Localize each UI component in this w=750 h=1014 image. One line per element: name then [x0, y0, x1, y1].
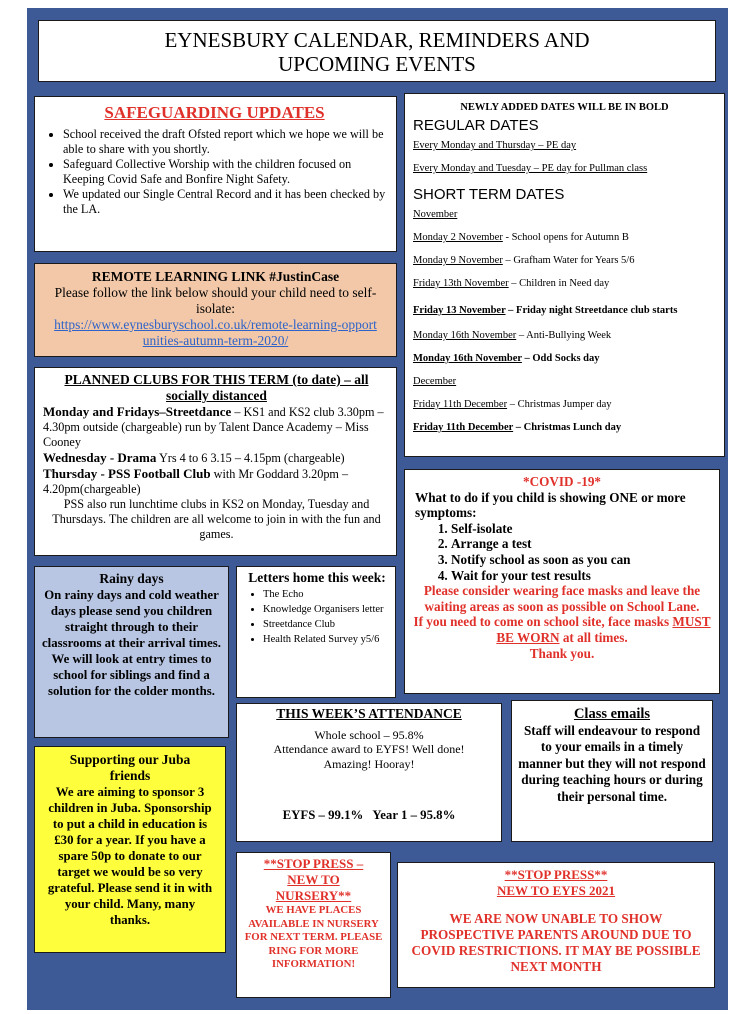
eyfs-box [397, 862, 715, 988]
page-title: EYNESBURY CALENDAR, REMINDERS AND UPCOMING EVENTS [164, 28, 590, 76]
emails-text: Staff will endeavour to respond to your emails in a timely manner but they will not respond during teaching hours or during their personal time. [518, 722, 706, 804]
attendance-award: Attendance award to EYFS! Well done! Amazing! Hooray! [273, 742, 465, 771]
attendance-whole: Whole school – 95.8% [314, 727, 424, 742]
remote-learning-link[interactable]: https://www.eynesburyschool.co.uk/remote-learning-opportunities-autumn-term-2020/ [54, 317, 377, 348]
date-item: Friday 13th November – Children in Need day [413, 278, 610, 289]
covid-masks: Please consider wearing face masks and leave the waiting areas as soon as possible on School Lane. [423, 583, 701, 614]
attendance-heading: THIS WEEK’S ATTENDANCE [276, 706, 462, 721]
remote-learning-heading: REMOTE LEARNING LINK #JustinCase [91, 269, 340, 284]
clubs-footer: PSS also run lunchtime clubs in KS2 on Monday, Tuesday and Thursdays. The children are all welcome to join in with the fun and games. [52, 497, 381, 541]
covid-box [404, 469, 720, 694]
safeguarding-item: • Safeguard Collective Worship with the children focused on Keeping Covid Safe and Bonfire Night Safety. [63, 157, 388, 187]
attendance-row: EYFS – 99.1% Year 1 – 95.8% [282, 808, 456, 822]
safeguarding-item: • We updated our Single Central Record and it has been checked by the LA. [63, 187, 388, 217]
nursery-heading: **STOP PRESS – NEW TO NURSERY** [263, 856, 364, 903]
title-box [38, 20, 716, 82]
letters-item: • Knowledge Organisers letter [263, 603, 391, 616]
regular-date-item: Every Monday and Thursday – PE day [413, 140, 577, 151]
clubs-heading: PLANNED CLUBS FOR THIS TERM (to date) – all socially distanced [64, 372, 369, 403]
clubs-box [34, 367, 397, 556]
date-item: Monday 16th November – Anti-Bullying Week [413, 330, 612, 341]
rainy-days-text: On rainy days and cold weather days please send you children straight through to their classrooms at their arrival times. We will look at entry times to school for siblings and find a solution for the colder months. [41, 588, 221, 698]
remote-learning-text: Please follow the link below should your child need to self-isolate: [54, 285, 377, 316]
date-item-new: Monday 16th November – Odd Socks day [413, 353, 600, 364]
month-label: December [413, 376, 457, 387]
letters-heading: Letters home this week: [248, 570, 386, 585]
covid-thanks: Thank you. [529, 645, 595, 661]
letters-item: • The Echo [263, 588, 391, 601]
letters-box [236, 566, 396, 698]
nursery-text: WE HAVE PLACES AVAILABLE IN NURSERY FOR NEXT TERM. PLEASE RING FOR MORE INFORMATION! [244, 904, 383, 970]
month-label: November [413, 209, 458, 220]
covid-step: 3. Notify school as soon as you can [451, 552, 713, 568]
eyfs-heading: **STOP PRESS** [504, 867, 608, 882]
covid-heading: *COVID -19* [522, 474, 602, 489]
emails-heading: Class emails [573, 706, 651, 722]
rainy-days-box [34, 566, 229, 738]
eyfs-text: WE ARE NOW UNABLE TO SHOW PROSPECTIVE PARENTS AROUND DUE TO COVID RESTRICTIONS. IT MAY BE POSSIBLE NEXT MONTH [411, 911, 701, 974]
date-item: Friday 11th December – Christmas Jumper day [413, 399, 612, 410]
attendance-box [236, 703, 502, 842]
safeguarding-item: • School received the draft Ofsted report which we hope we will be able to share with you shortly. [63, 127, 388, 157]
date-item-new: Friday 11th December – Christmas Lunch day [413, 422, 622, 433]
clubs-streetdance: Monday and Fridays–Streetdance – KS1 and KS2 club 3.30pm – 4.30pm outside (chargeable) run by Talent Dance Academy – Miss Cooney [43, 404, 384, 449]
covid-site: If you need to come on school site, face masks MUST BE WORN at all times. [413, 614, 711, 645]
eyfs-subheading: NEW TO EYFS 2021 [496, 883, 616, 898]
short-term-heading: SHORT TERM DATES [413, 186, 565, 203]
covid-step: 2. Arrange a test [451, 536, 713, 552]
date-item: Monday 2 November - School opens for Autumn B [413, 232, 629, 243]
letters-item: • Streetdance Club [263, 618, 391, 631]
date-item-new: Friday 13 November – Friday night Streetdance club starts [413, 305, 678, 316]
juba-heading: Supporting our Juba friends [69, 752, 191, 783]
dates-note: NEWLY ADDED DATES WILL BE IN BOLD [460, 102, 669, 113]
juba-text: We are aiming to sponsor 3 children in Juba. Sponsorship to put a child in education is £30 for a year. If you have a spare 50p to donate to our target we would be so very grateful. Please send it in with your child. Many, many thanks. [47, 785, 213, 927]
covid-step: 4. Wait for your test results [451, 568, 713, 584]
date-item: Monday 9 November – Grafham Water for Years 5/6 [413, 255, 635, 266]
remote-learning-box [34, 263, 397, 357]
letters-item: • Health Related Survey y5/6 [263, 633, 391, 646]
juba-box [34, 746, 226, 953]
regular-date-item: Every Monday and Tuesday – PE day for Pullman class [413, 163, 648, 174]
nursery-box [236, 852, 391, 998]
safeguarding-box [34, 96, 397, 252]
covid-step: 1. Self-isolate [451, 521, 713, 537]
clubs-football: Thursday - PSS Football Club with Mr Goddard 3.20pm – 4.20pm(chargeable) [43, 466, 349, 496]
covid-intro: What to do if you child is showing ONE or more symptoms: [415, 489, 686, 521]
safeguarding-heading: SAFEGUARDING UPDATES [104, 103, 325, 122]
rainy-days-heading: Rainy days [99, 571, 164, 586]
emails-box [511, 700, 713, 842]
dates-box [404, 93, 725, 457]
regular-dates-heading: REGULAR DATES [413, 117, 539, 134]
clubs-drama: Wednesday - Drama Yrs 4 to 6 3.15 – 4.15pm (chargeable) [43, 450, 345, 465]
